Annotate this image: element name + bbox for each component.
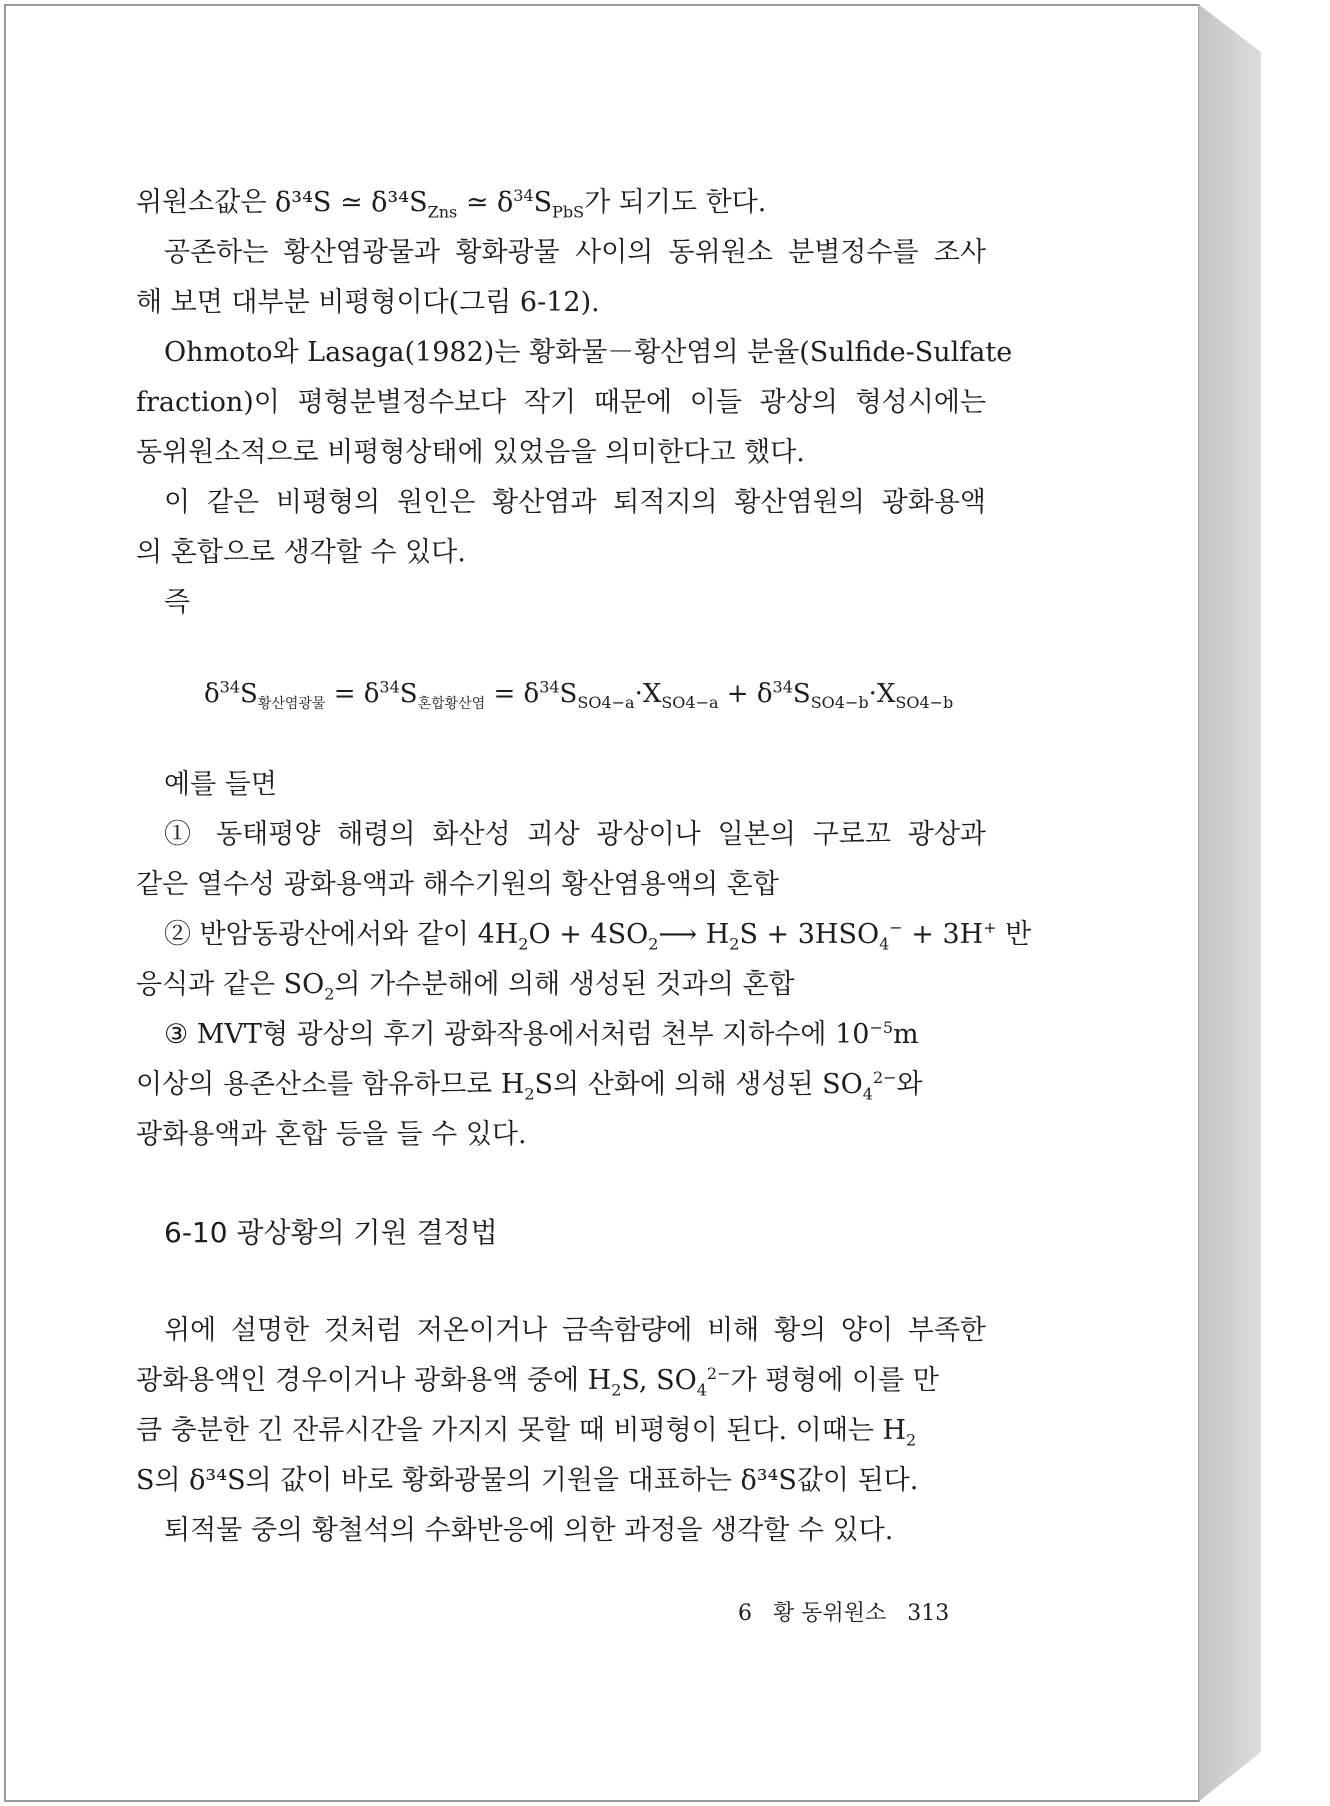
text-line: 공존하는 황산염광물과 황화광물 사이의 동위원소 분별정수를 조사 bbox=[164, 237, 986, 268]
text-line: 이상의 용존산소를 함유하므로 $H_2S$의 산화에 의해 생성된 $SO_4^{2-}$와 bbox=[136, 1068, 923, 1104]
text-line: 동위원소적으로 비평형상태에 있었음을 의미한다고 했다. bbox=[136, 437, 805, 468]
text-line: 즉 bbox=[164, 587, 191, 618]
text-line: Ohmoto와 Lasaga(1982)는 황화물－황산염의 분율(Sulfide-Sulfate bbox=[164, 337, 1013, 368]
chapter-title: 황 동위원소 bbox=[773, 1601, 887, 1626]
text-line: 의 혼합으로 생각할 수 있다. bbox=[136, 537, 466, 568]
section-title: 6-10 광상황의 기원 결정법 bbox=[164, 1216, 498, 1249]
text-line: 해 보면 대부분 비평형이다(그림 6-12). bbox=[136, 287, 600, 318]
page-edge bbox=[1198, 4, 1261, 1802]
text-line: 같은 열수성 광화용액과 해수기원의 황산염용액의 혼합 bbox=[136, 869, 779, 900]
text-line: 광화용액인 경우이거나 광화용액 중에 $H_2S$, $SO_4^{2-}$가 평형에 이를 만 bbox=[136, 1364, 939, 1400]
text-line: 위원소값은 δ³⁴S ≃ $\delta^{34}S_{Zns}$ ≃ $\delta^{34}S_{PbS}$가 되기도 한다. bbox=[136, 186, 767, 222]
text-line: 예를 들면 bbox=[164, 769, 277, 800]
text-line: 광화용액과 혼합 등을 들 수 있다. bbox=[136, 1119, 527, 1150]
text-line: 응식과 같은 $SO_2$의 가수분해에 의해 생성된 것과의 혼합 bbox=[136, 969, 795, 1004]
isotope-equation: $\delta^{34}S_{황산염광물} = \delta^{34}S_{혼합황산염} = \delta^{34}S_{SO4-a}\cdot X_{SO4-a} + \delta^{34}S_{SO4-b}\cdot X_{SO4-b}$ bbox=[204, 677, 954, 713]
text-line: ② 반암동광산에서와 같이 $4H_2O$ + $4SO_2⟶$ $H_2S + 3HSO_4^- + 3H^+$ 반 bbox=[164, 918, 1032, 954]
text-line: 이 같은 비평형의 원인은 황산염과 퇴적지의 황산염원의 광화용액 bbox=[164, 487, 986, 518]
page-content bbox=[136, 178, 1032, 1556]
chapter-number: 6 bbox=[738, 1601, 752, 1626]
text-line: S의 δ³⁴S의 값이 바로 황화광물의 기원을 대표하는 δ³⁴S값이 된다. bbox=[136, 1465, 919, 1496]
text-line: ③ MVT형 광상의 후기 광화작용에서처럼 천부 지하수에 $10^{-5}m$ bbox=[164, 1018, 919, 1050]
text-line: 퇴적물 중의 황철석의 수화반응에 의한 과정을 생각할 수 있다. bbox=[164, 1515, 894, 1546]
text-line: ① 동태평양 해령의 화산성 괴상 광상이나 일본의 구로꼬 광상과 bbox=[164, 819, 986, 850]
page-number: 313 bbox=[907, 1601, 950, 1626]
page-footer bbox=[738, 1596, 963, 1627]
text-line: 큼 충분한 긴 잔류시간을 가지지 못할 때 비평형이 된다. 이때는 $H_2$ bbox=[136, 1415, 917, 1450]
text-line: 위에 설명한 것처럼 저온이거나 금속함량에 비해 황의 양이 부족한 bbox=[164, 1315, 986, 1346]
text-line: fraction)이 평형분별정수보다 작기 때문에 이들 광상의 형성시에는 bbox=[136, 387, 986, 418]
